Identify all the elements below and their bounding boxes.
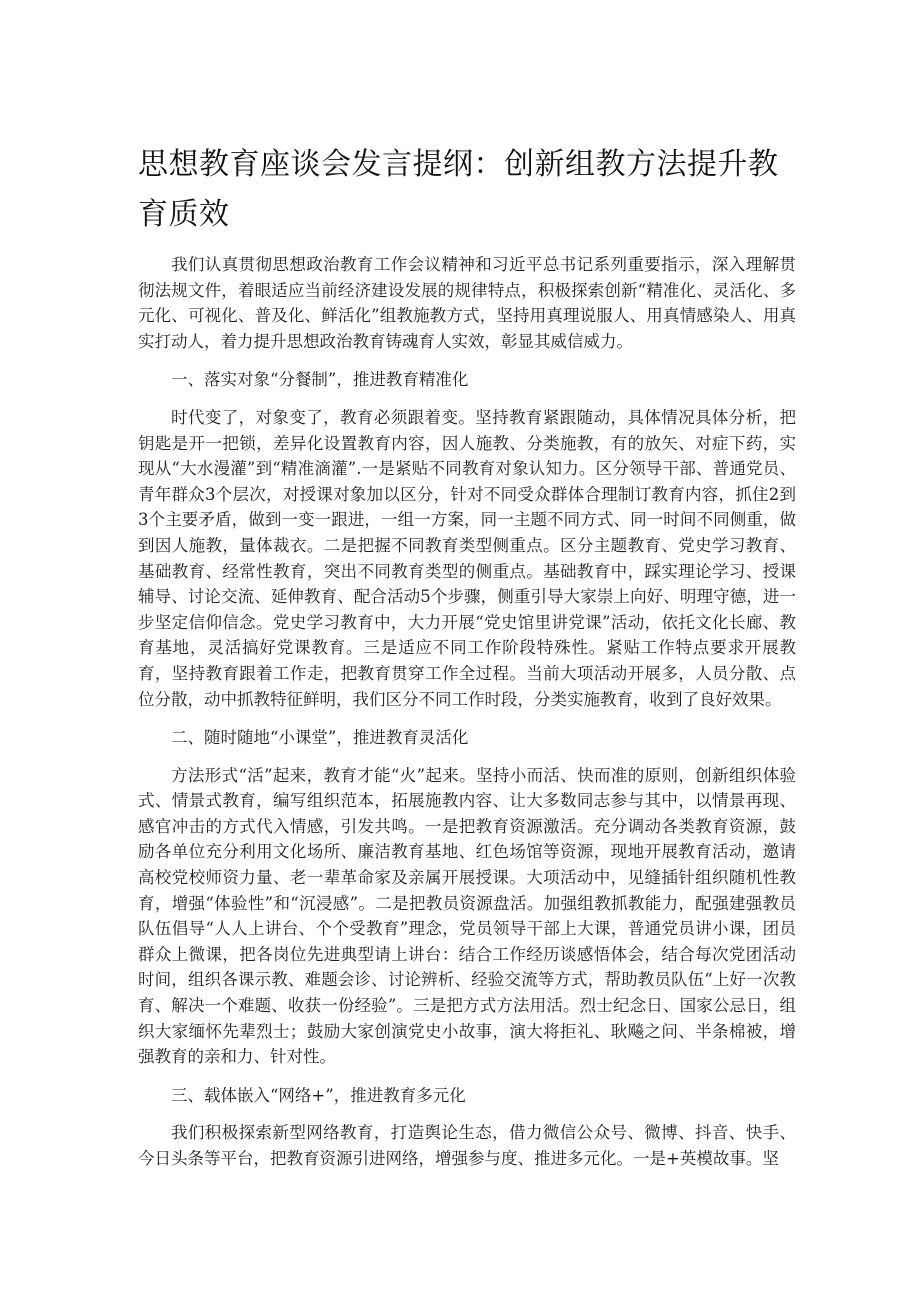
intro-paragraph: 我们认真贯彻思想政治教育工作会议精神和习近平总书记系列重要指示，深入理解贯彻法规文件，着眼适应当前经济建设发展的规律特点，积极探索创新“精准化、灵活化、多元化、可视化、普及化、鲜活化”组教施教方式，坚持用真理说服人、用真情感染人、用真实打动人，着力提升思想政治教育铸魂育人实效，彰显其威信威力。	[138, 255, 796, 351]
section-body-1: 时代变了，对象变了，教育必须跟着变。坚持教育紧跟随动，具体情况具体分析，把钥匙是开一把锁，差异化设置教育内容，因人施教、分类施教，有的放矢、对症下药，实现从“大水漫灌”到“精准滴灌”.一是紧贴不同教育对象认知力。区分领导干部、普通党员、青年群众3个层次，对授课对象加以区分，针对不同受众群体合理制订教育内容，抓住2到3个主要矛盾，做到一变一跟进，一组一方案，同一主题不同方式、同一时间不同侧重，做到因人施教，量体裁衣。二是把握不同教育类型侧重点。区分主题教育、党史学习教育、基础教育、经常性教育，突出不同教育类型的侧重点。基础教育中，踩实理论学习、授课辅导、讨论交流、延伸教育、配合活动5个步骤，侧重引导大家崇上向好、明理守德，进一步坚定信仰信念。党史学习教育中，大力开展“党史馆里讲党课”活动，依托文化长廊、教育基地，灵活搞好党课教育。三是适应不同工作阶段特殊性。紧贴工作特点要求开展教育，坚持教育跟着工作走，把教育贯穿工作全过程。当前大项活动开展多，人员分散、点位分散，动中抓教特征鲜明，我们区分不同工作时段，分类实施教育，收到了良好效果。	[138, 407, 796, 709]
section-heading-2: 二、随时随地“小课堂”，推进教育灵活化	[171, 728, 469, 748]
section-body-3: 我们积极探索新型网络教育，打造舆论生态，借力微信公众号、微博、抖音、快手、今日头条等平台，把教育资源引进网络，增强参与度、推进多元化。一是+英模故事。坚	[138, 1123, 796, 1168]
section-heading-1: 一、落实对象“分餐制”，推进教育精准化	[171, 370, 469, 390]
document-body	[138, 252, 796, 1172]
section-body-2: 方法形式“活”起来，教育才能“火”起来。坚持小而活、快而准的原则，创新组织体验式、情景式教育，编写组织范本，拓展施教内容、让大多数同志参与其中，以情景再现、感官冲击的方式代入情感，引发共鸣。一是把教育资源激活。充分调动各类教育资源，鼓励各单位充分利用文化场所、廉洁教育基地、红色场馆等资源，现地开展教育活动，邀请高校党校师资力量、老一辈革命家及亲属开展授课。大项活动中，见缝插针组织随机性教育，增强“体验性”和“沉浸感”。二是把教员资源盘活。加强组教抓教能力，配强建强教员队伍倡导“人人上讲台、个个受教育”理念，党员领导干部上大课，普通党员讲小课，团员群众上微课，把各岗位先进典型请上讲台：结合工作经历谈感悟体会，结合每次党团活动时间，组织各课示教、难题会诊、讨论辨析、经验交流等方式，帮助教员队伍“上好一次教育、解决一个难题、收获一份经验”。三是把方式方法用活。烈士纪念日、国家公忌日，组织大家缅怀先辈烈士；鼓励大家创演党史小故事，演大将拒礼、耿飚之问、半条棉被，增强教育的亲和力、针对性。	[138, 765, 796, 1067]
section-heading-3: 三、载体嵌入“网络+”，推进教育多元化	[171, 1085, 466, 1105]
document-title: 思想教育座谈会发言提纲：创新组教方法提升教育质效	[138, 147, 779, 232]
